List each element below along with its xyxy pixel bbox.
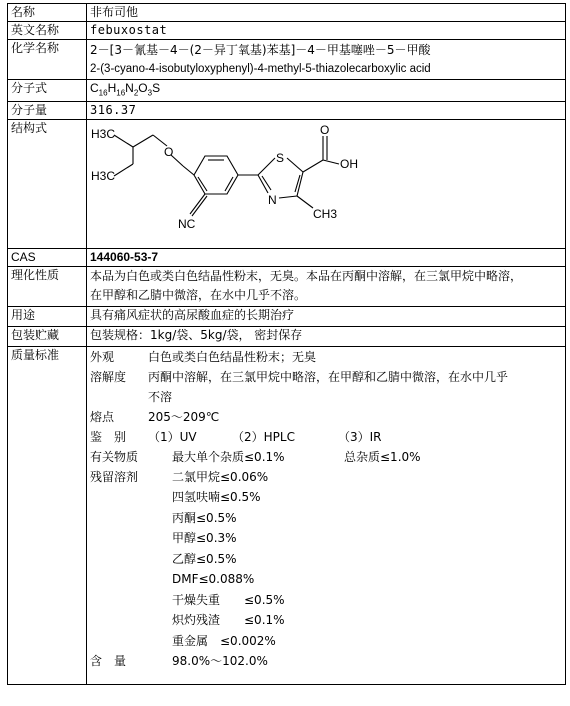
residual-thf: 四氢呋喃≤0.5% bbox=[172, 490, 261, 505]
value-structure bbox=[87, 120, 566, 249]
label-english-name: 英文名称 bbox=[8, 22, 87, 40]
melting-key: 熔点 bbox=[90, 410, 115, 425]
quality-assay bbox=[90, 651, 562, 671]
formula-h: H bbox=[107, 81, 117, 95]
atom-h3c-top: H3C bbox=[91, 127, 116, 142]
appearance-value: 白色或类白色结晶性粉末；无臭 bbox=[148, 350, 317, 365]
formula-o: O bbox=[138, 81, 148, 95]
row-cas bbox=[8, 249, 566, 267]
row-english-name bbox=[8, 22, 566, 40]
quality-identification bbox=[90, 427, 562, 447]
row-formula bbox=[8, 80, 566, 102]
row-structure bbox=[8, 120, 566, 249]
loss-on-drying: 干燥失重 ≤0.5% bbox=[172, 592, 285, 607]
structural-formula bbox=[87, 120, 567, 244]
formula-n: N bbox=[125, 81, 134, 95]
formula-c: C bbox=[90, 81, 99, 95]
residual-dichloromethane: 二氯甲烷≤0.06% bbox=[172, 470, 269, 485]
assay-value: 98.0%～102.0% bbox=[172, 654, 268, 669]
row-chemical-name bbox=[8, 40, 566, 80]
row-packaging bbox=[8, 327, 566, 347]
chemical-name-cn: 2－[3－氰基－4－(2－异丁氧基)苯基]－4－甲基噻唑－5－甲酸 bbox=[90, 43, 431, 57]
row-quality bbox=[8, 347, 566, 685]
label-formula: 分子式 bbox=[8, 80, 87, 102]
row-properties bbox=[8, 267, 566, 307]
atom-ether-o: O bbox=[164, 145, 174, 160]
label-cas: CAS bbox=[8, 249, 87, 267]
value-quality bbox=[87, 347, 566, 685]
atom-n: N bbox=[268, 193, 277, 208]
residual-dmf: DMF≤0.088% bbox=[172, 572, 255, 587]
residual-ethanol: 乙醇≤0.5% bbox=[172, 551, 237, 566]
properties-line-2: 在甲醇和乙腈中微溶，在水中几乎不溶。 bbox=[90, 288, 307, 303]
atom-s: S bbox=[276, 151, 285, 166]
quality-solubility-cont bbox=[90, 387, 562, 407]
label-structure: 结构式 bbox=[8, 120, 87, 249]
quality-melting bbox=[90, 407, 562, 427]
quality-residual bbox=[90, 467, 562, 487]
impurities-total: 总杂质≤1.0% bbox=[344, 450, 421, 465]
formula-o-count: 3 bbox=[147, 88, 153, 98]
label-mw: 分子量 bbox=[8, 102, 87, 120]
value-packaging: 包装规格：1kg/袋、5kg/袋， 密封保存 bbox=[87, 327, 566, 347]
atom-oh: OH bbox=[340, 157, 358, 172]
residual-acetone: 丙酮≤0.5% bbox=[172, 510, 237, 525]
properties-line-1: 本品为白色或类白色结晶性粉末，无臭。本品在丙酮中溶解，在三氯甲烷中略溶， bbox=[90, 269, 523, 284]
row-usage bbox=[8, 307, 566, 327]
quality-impurities bbox=[90, 447, 562, 467]
identification-ir: （3）IR bbox=[338, 430, 382, 445]
melting-value: 205～209℃ bbox=[148, 410, 220, 425]
value-cas: 144060-53-7 bbox=[87, 249, 566, 267]
chemical-name-en: 2-(3-cyano-4-isobutyloxyphenyl)-4-methyl-5-thiazolecarboxylic acid bbox=[90, 63, 431, 75]
formula-h-count: 16 bbox=[116, 88, 126, 98]
atom-carbonyl-o: O bbox=[320, 123, 330, 138]
atom-h3c-bottom: H3C bbox=[91, 169, 116, 184]
label-name: 名称 bbox=[8, 4, 87, 22]
assay-key: 含 量 bbox=[90, 654, 127, 669]
value-formula bbox=[87, 80, 566, 102]
appearance-key: 外观 bbox=[90, 350, 115, 365]
value-name: 非布司他 bbox=[87, 4, 566, 22]
value-properties bbox=[87, 267, 566, 307]
residual-key: 残留溶剂 bbox=[90, 470, 139, 485]
identification-key: 鉴 别 bbox=[90, 430, 127, 445]
formula-n-count: 2 bbox=[133, 88, 139, 98]
label-properties: 理化性质 bbox=[8, 267, 87, 307]
formula-c-count: 16 bbox=[98, 88, 108, 98]
identification-hplc: （2）HPLC bbox=[232, 430, 295, 445]
label-usage: 用途 bbox=[8, 307, 87, 327]
solubility-line-2: 不溶 bbox=[148, 390, 173, 405]
formula-s: S bbox=[152, 81, 161, 95]
value-english-name: febuxostat bbox=[87, 22, 566, 40]
row-name bbox=[8, 4, 566, 22]
heavy-metals: 重金属 ≤0.002% bbox=[172, 633, 276, 648]
atom-ch3: CH3 bbox=[313, 207, 338, 222]
row-mw bbox=[8, 102, 566, 120]
residual-methanol: 甲醇≤0.3% bbox=[172, 531, 237, 546]
solubility-key: 溶解度 bbox=[90, 370, 127, 385]
label-chemical-name: 化学名称 bbox=[8, 40, 87, 80]
impurities-key: 有关物质 bbox=[90, 450, 139, 465]
quality-solubility bbox=[90, 367, 562, 387]
identification-uv: （1）UV bbox=[148, 430, 197, 445]
atom-nc: NC bbox=[178, 217, 196, 232]
solubility-line-1: 丙酮中溶解，在三氯甲烷中略溶，在甲醇和乙腈中微溶，在水中几乎 bbox=[148, 370, 509, 385]
specification-table bbox=[7, 3, 566, 685]
label-quality: 质量标准 bbox=[8, 347, 87, 685]
residue-on-ignition: 炽灼残渣 ≤0.1% bbox=[172, 613, 285, 628]
impurities-max-single: 最大单个杂质≤0.1% bbox=[172, 450, 285, 465]
label-packaging: 包装贮藏 bbox=[8, 327, 87, 347]
value-chemical-name bbox=[87, 40, 566, 80]
value-usage: 具有痛风症状的高尿酸血症的长期治疗 bbox=[87, 307, 566, 327]
value-mw: 316.37 bbox=[87, 102, 566, 120]
quality-appearance bbox=[90, 347, 562, 367]
